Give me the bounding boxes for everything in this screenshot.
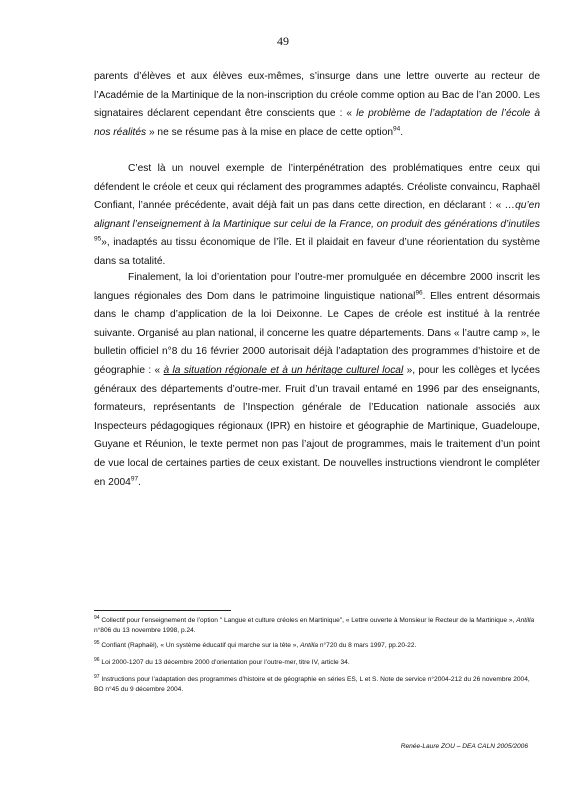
paragraph-text: », inadaptés au tissu économique de l’île. Et il plaidait en faveur d’une réorientation du système dans sa totalité. [94,237,540,267]
footnote-number: 96 [94,656,100,663]
paragraph-text: Finalement, la loi d’orientation pour l’outre-mer promulguée en décembre 2000 inscrit les langues régionales des Dom dans le patrimoine linguistique national [94,272,540,302]
footnote-ref-97[interactable]: 97 [130,475,139,483]
footnote-97 [94,675,540,695]
footnote-96 [94,658,540,668]
paragraph-text: . Elles entrent désormais dans le champ d’application de la loi Deixonne. Le Capes de créole est institué à la rentrée suivante. Organisé au plan national, il concerne les quatre départements. Dans « l’autre camp », le bulletin officiel n°8 du 16 février 2000 autorisait déjà l’adaptation des programmes d’histoire et de géographie : « [94,290,541,376]
paragraph-2 [94,160,540,272]
quotation: …qu’en alignant l’enseignement à la Martinique sur celui de la France, on produit des générations d’inutiles [94,200,540,230]
footnote-text: Collectif pour l’enseignement de l’option " Langue et culture créoles en Martinique", « Lettre ouverte à Monsieur le Recteur de la Martinique », [101,617,517,624]
quotation: le problème de l’adaptation de l’école à nos réalités [94,108,540,138]
footnote-94 [94,616,540,636]
footnote-ref-96[interactable]: 96 [415,289,423,297]
quotation [164,365,404,376]
paragraph-1 [94,68,540,142]
page-footer: Renée-Laure ZOU – DEA CALN 2005/2006 [400,743,528,750]
footnote-separator [94,610,231,611]
paragraph-text: C’est là un nouvel exemple de l’interpénétration des problématiques entre ceux qui défendent le créole et ceux qui réclament des programmes adaptés. Créoliste convaincu, Raphaël Confiant, l’année précédente, avait déjà fait un pas dans cette direction, en déclarant : « [94,163,540,212]
page-number: 49 [277,34,289,48]
paragraph-text: parents d’élèves et aux élèves eux-mêmes, s’insurge dans une lettre ouverte au recteur de l’Académie de la Martinique de la non-inscription du créole comme option au Bac de l’an 2000. Les signataires déclarent cependant être conscients que : « [94,71,540,120]
footnote-number: 97 [94,673,100,680]
footnote-italic: Antilla [516,617,535,624]
paragraph-3 [94,269,540,492]
footnote-text: Confiant (Raphaël), « Un système éducatif qui marche sur la tête », [101,642,301,649]
paragraph-text: . [400,126,404,138]
footnote-text: n°720 du 8 mars 1997, pp.20-22. [318,642,417,649]
footnote-text: n°806 du 13 novembre 1998, p.24. [94,627,196,634]
footnote-95 [94,641,540,651]
footnote-number: 94 [94,614,100,621]
underlined-quote: à la situation régionale et à un héritage culturel local [163,364,404,376]
footnote-ref-95[interactable]: 95 [94,235,102,243]
footnote-text: Loi 2000-1207 du 13 décembre 2000 d’orientation pour l’outre-mer, titre IV, article 34. [101,659,350,666]
paragraph-text: » ne se résume pas à la mise en place de cette option [146,126,394,138]
footnote-italic: Antilla [300,642,319,649]
footnote-text: Instructions pour l’adaptation des programmes d’histoire et de géographie en séries ES, L et S. Note de service n°2004-212 du 26 novembre 2004, BO n°45 du 9 décembre 2004. [94,676,530,693]
footnote-number: 95 [94,639,100,646]
paragraph-text: », pour les collèges et lycées généraux des départements d’outre-mer. Fruit d’un travail entamé en 1996 par des enseignants, formateurs, représentants de l’Inspection générale de l’Education nationale associés aux Inspecteurs pédagogiques régionaux (IPR) en histoire et géographie de Martinique, Guadeloupe, Guyane et Réunion, le texte permet non pas l’ajout de programmes, mais le traitement d’un point de vue local de certaines parties de ceux existant. De nouvelles instructions viendront le compléter en 2004 [94,364,540,488]
paragraph-text: . [138,476,141,488]
footnote-ref-94[interactable]: 94 [393,125,401,133]
